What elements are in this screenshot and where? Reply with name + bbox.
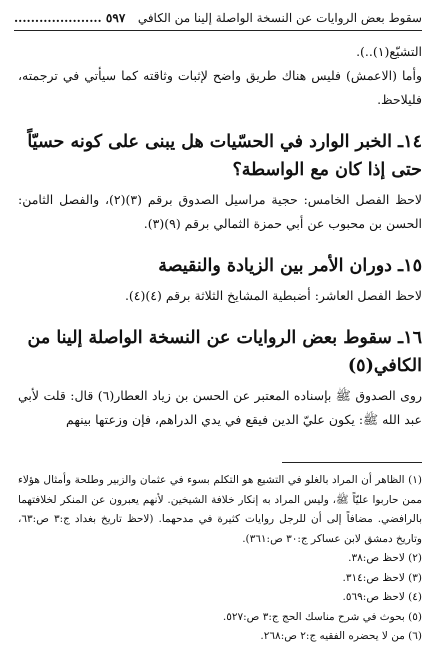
section-text-16: روى الصدوق ﷺ بإسناده المعتبر عن الحسن بن زياد العطار(٦) قال: قلت لأبي عبد الله ﷺ: يكون عليّ الدين فيقع في يدي الدراهم، فإن وزعتها بينهم: [18, 388, 422, 427]
footnote-6: (٦) من لا يحضره الفقيه ج:٢ ص:٢٦٨.: [260, 630, 422, 642]
footnotes: [18, 471, 422, 647]
footnote-3: (٣) لاحظ ص:٣١٤.: [342, 571, 422, 584]
footnote-1: (١) الظاهر أن المراد بالغلو في التشيع هو التكلم بسوء في عثمان والزبير وطلحة وأمثال هؤلاء ممن حاربوا عليّاً ﷺ، وليس المراد به إنكار خلافة الشيخين. لأنهم يعبرون عن المنكر لخلافتهما بالرافضي. مضافاً إلى أن للرجل روايات كثيرة في مدحهما. (لاحظ تاريخ بغداد ج:٣ ص:٦٣، وتاريخ دمشق لابن عساكر ج:٣٠ ص:٣٦١).: [18, 474, 423, 545]
page-number: ٥٩٧ .....................: [14, 11, 126, 25]
section-heading-16: ١٦ـ سقوط بعض الروايات عن النسخة الواصلة إلينا من الكافي(٥): [27, 328, 422, 376]
footnote-separator: [282, 462, 422, 463]
footnote-4: (٤) لاحظ ص:٥٦٩.: [342, 591, 422, 603]
section-text-15: لاحظ الفصل العاشر: أضبطية المشايخ الثلاثة برقم (٤)(٤).: [124, 288, 422, 303]
section-heading-14: ١٤ـ الخبر الوارد في الحسّيات هل يبنى على كونه حسيّاً حتى إذا كان مع الواسطة؟: [27, 132, 422, 180]
running-header-title: سقوط بعض الروايات عن النسخة الواصلة إلينا من الكافي: [137, 11, 422, 25]
section-text-14: لاحظ الفصل الخامس: حجية مراسيل الصدوق برقم (٣)(٢)، والفصل الثامن: الحسن بن محبوب عن أبي حمزة الثمالي برقم (٩)(٣).: [18, 192, 422, 231]
paragraph-continuation: التشيّع(١)..).: [356, 44, 422, 59]
paragraph-amash: وأما (الاعمش) فليس هناك طريق واضح لإثبات وثاقته كما سيأتي في ترجمته، فليلاحظ.: [18, 68, 422, 107]
footnote-5: (٥) بحوث في شرح مناسك الحج ج:٣ ص:٥٢٧.: [222, 610, 422, 623]
main-text: [18, 40, 422, 647]
footnote-2: (٢) لاحظ ص:٣٨.: [348, 552, 422, 564]
section-heading-15: ١٥ـ دوران الأمر بين الزيادة والنقيصة: [158, 256, 422, 276]
running-header: [14, 8, 422, 31]
